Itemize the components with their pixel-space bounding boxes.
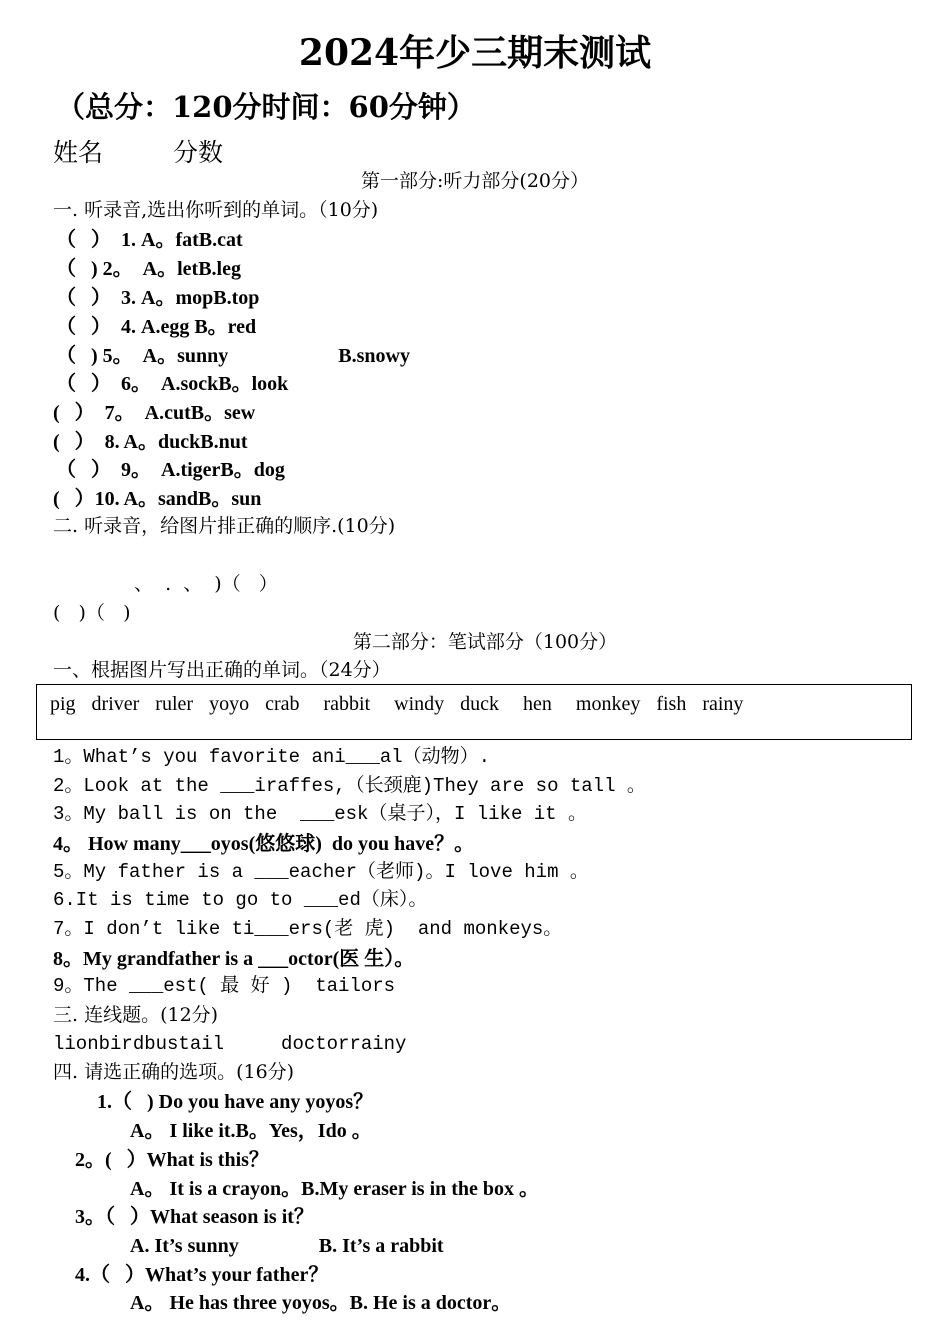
choice-question: 2。( ）What is this？	[75, 1149, 269, 1171]
listen-item: （ ) 2。 A。letB.leg	[56, 258, 241, 280]
match-words: lionbirdbustail doctorrainy	[53, 1033, 407, 1055]
fill-item: 4。 How many___oyos(悠悠球) do you have？。	[53, 833, 475, 855]
listen-item: （ ） 1. A。fatB.cat	[56, 229, 243, 251]
listen-item: （ ) 5。 A。sunny B.snowy	[56, 345, 410, 367]
part1-heading: 第一部分:听力部分(20分）	[361, 170, 589, 192]
order-line-1: 、 . 、 )（ ）	[134, 573, 278, 595]
choice-answers: A。 He has three yoyos。B. He is a doctor。	[130, 1292, 512, 1314]
name-label: 姓名	[53, 138, 104, 167]
fill-item: 3。My ball is on the ___esk（桌子），I like it 。	[53, 803, 587, 825]
fill-item: 8。My grandfather is a ___octor(医 生）。	[53, 948, 415, 970]
listen-item: （ ） 4. A.egg B。red	[56, 316, 257, 338]
name-score-line	[53, 138, 223, 168]
match-heading: 三. 连线题。(12分)	[53, 1004, 219, 1026]
listen-item: ( ）10. A。sandB。sun	[53, 488, 262, 510]
write-q1-heading: 一、根据图片写出正确的单词。（24分）	[53, 659, 391, 681]
choice-answers: A。 I like it.B。Yes，Ido 。	[130, 1120, 372, 1142]
word-bank-box	[36, 684, 912, 740]
choice-question: 1.（ ) Do you have any yoyos？	[97, 1091, 374, 1113]
fill-item: 7。I don’t like ti___ers(老 虎) and monkeys。	[53, 918, 563, 940]
choice-question: 3。（ ）What season is it？	[75, 1206, 314, 1228]
exam-subtitle: （总分：120分时间：60分钟）	[56, 90, 476, 124]
listen-item: （ ） 3. A。mopB.top	[56, 287, 260, 309]
listen-q2-heading: 二. 听录音，给图片排正确的顺序.(10分)	[53, 515, 396, 537]
part2-heading: 第二部分：笔试部分（100分）	[352, 631, 618, 653]
fill-item: 1。What’s you favorite ani___al（动物）.	[53, 746, 491, 768]
listen-q1-heading: 一. 听录音,选出你听到的单词。（10分)	[53, 199, 379, 221]
exam-title: 2024年少三期末测试	[298, 32, 652, 74]
fill-item: 6.It is time to go to ___ed（床）。	[53, 889, 428, 911]
fill-item: 5。My father is a ___eacher（老师)。I love him 。	[53, 861, 589, 883]
choice-answers: A。 It is a crayon。B.My eraser is in the box 。	[130, 1178, 540, 1200]
listen-item: ( ） 8. A。duckB.nut	[53, 431, 248, 453]
choice-answers: A. It’s sunny B. It’s a rabbit	[130, 1235, 444, 1257]
order-line-2: ( )（ )	[53, 602, 131, 624]
listen-item: ( ） 7。 A.cutB。sew	[53, 402, 256, 424]
listen-item: （ ） 6。 A.sockB。look	[56, 373, 289, 395]
choice-heading: 四. 请选正确的选项。(16分)	[53, 1061, 295, 1083]
fill-item: 2。Look at the ___iraffes,（长颈鹿)They are so tall 。	[53, 775, 646, 797]
score-label: 分数	[173, 138, 224, 167]
choice-question: 4.（ ）What’s your father？	[75, 1264, 329, 1286]
listen-item: （ ） 9。 A.tigerB。dog	[56, 459, 285, 481]
fill-item: 9。The ___est( 最 好 ) tailors	[53, 975, 396, 997]
word-bank: pig driver ruler yoyo crab rabbit windy duck hen monkey fish rainy	[50, 693, 744, 715]
